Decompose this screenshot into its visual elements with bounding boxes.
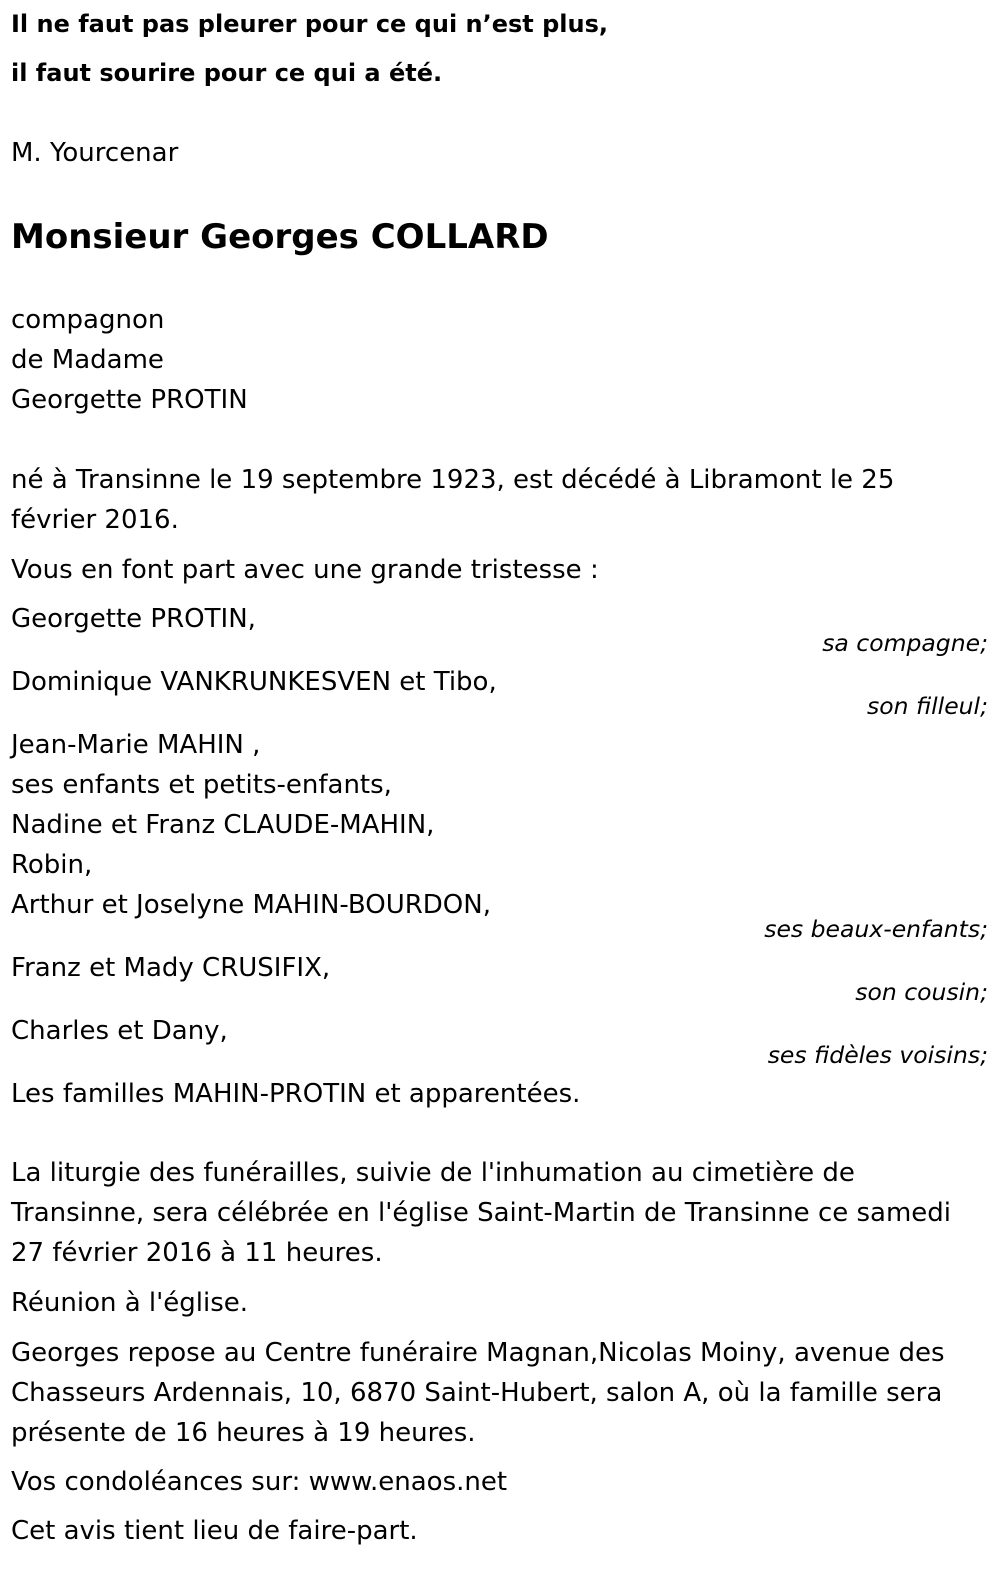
mourner-name-line: Jean-Marie MAHIN , [11, 730, 261, 760]
mourner-role: ses beaux-enfants; [764, 915, 988, 943]
liturgy-line: 27 février 2016 à 11 heures. [11, 1238, 383, 1268]
relation-block [11, 300, 988, 420]
families-block [11, 1074, 988, 1114]
relation-line: compagnon [11, 305, 165, 335]
relation-line: Georgette PROTIN [11, 385, 248, 415]
liturgy-line: La liturgie des funérailles, suivie de l'inhumation au cimetière de [11, 1158, 855, 1188]
quote-line: Il ne faut pas pleurer pour ce qui n’est plus, [11, 10, 609, 38]
announcement-intro: Vous en font part avec une grande tristesse : [11, 555, 599, 585]
birth-death-block [11, 460, 988, 540]
mourner-name-line: ses enfants et petits-enfants, [11, 770, 392, 800]
condolences-line: Vos condoléances sur: www.enaos.net [11, 1467, 508, 1497]
mourner-role: son filleul; [866, 692, 988, 720]
mourner-role: sa compagne; [822, 629, 988, 657]
mourner-name-line: Arthur et Joselyne MAHIN-BOURDON, [11, 890, 491, 920]
quote-block [11, 0, 988, 98]
mourner-group [11, 725, 988, 941]
mourners-list [11, 599, 988, 1067]
relation-line: de Madame [11, 345, 164, 375]
birth-death-line: février 2016. [11, 505, 179, 535]
birth-death-line: né à Transinne le 19 septembre 1923, est décédé à Libramont le 25 [11, 465, 895, 495]
mourner-group [11, 599, 988, 655]
condolences-block [11, 1462, 988, 1502]
announcement-intro-block [11, 550, 988, 590]
deceased-name: Monsieur Georges COLLARD [11, 217, 549, 257]
families-line: Les familles MAHIN-PROTIN et apparentées. [11, 1079, 581, 1109]
repose-block [11, 1333, 988, 1453]
meeting-block [11, 1283, 988, 1323]
repose-line: Georges repose au Centre funéraire Magnan,Nicolas Moiny, avenue des [11, 1338, 945, 1368]
meeting-line: Réunion à l'église. [11, 1288, 249, 1318]
mourner-role: son cousin; [855, 978, 988, 1006]
mourner-name-line: Georgette PROTIN, [11, 604, 256, 634]
repose-line: Chasseurs Ardennais, 10, 6870 Saint-Hubert, salon A, où la famille sera [11, 1378, 943, 1408]
liturgy-block [11, 1153, 988, 1273]
mourner-name-line: Franz et Mady CRUSIFIX, [11, 953, 331, 983]
mourner-group [11, 1011, 988, 1067]
mourner-group [11, 948, 988, 1004]
quote-author-block [11, 133, 988, 173]
mourner-group [11, 662, 988, 718]
closing-line: Cet avis tient lieu de faire-part. [11, 1516, 418, 1546]
quote-line: il faut sourire pour ce qui a été. [11, 59, 443, 87]
liturgy-line: Transinne, sera célébrée en l'église Saint-Martin de Transinne ce samedi [11, 1198, 952, 1228]
closing-block [11, 1511, 988, 1551]
mourner-name-line: Robin, [11, 850, 93, 880]
mourner-name-line: Charles et Dany, [11, 1016, 228, 1046]
quote-author: M. Yourcenar [11, 138, 179, 168]
mourner-name-line: Dominique VANKRUNKESVEN et Tibo, [11, 667, 497, 697]
mourner-role: ses fidèles voisins; [767, 1041, 988, 1069]
mourner-name-line: Nadine et Franz CLAUDE-MAHIN, [11, 810, 435, 840]
repose-line: présente de 16 heures à 19 heures. [11, 1418, 476, 1448]
